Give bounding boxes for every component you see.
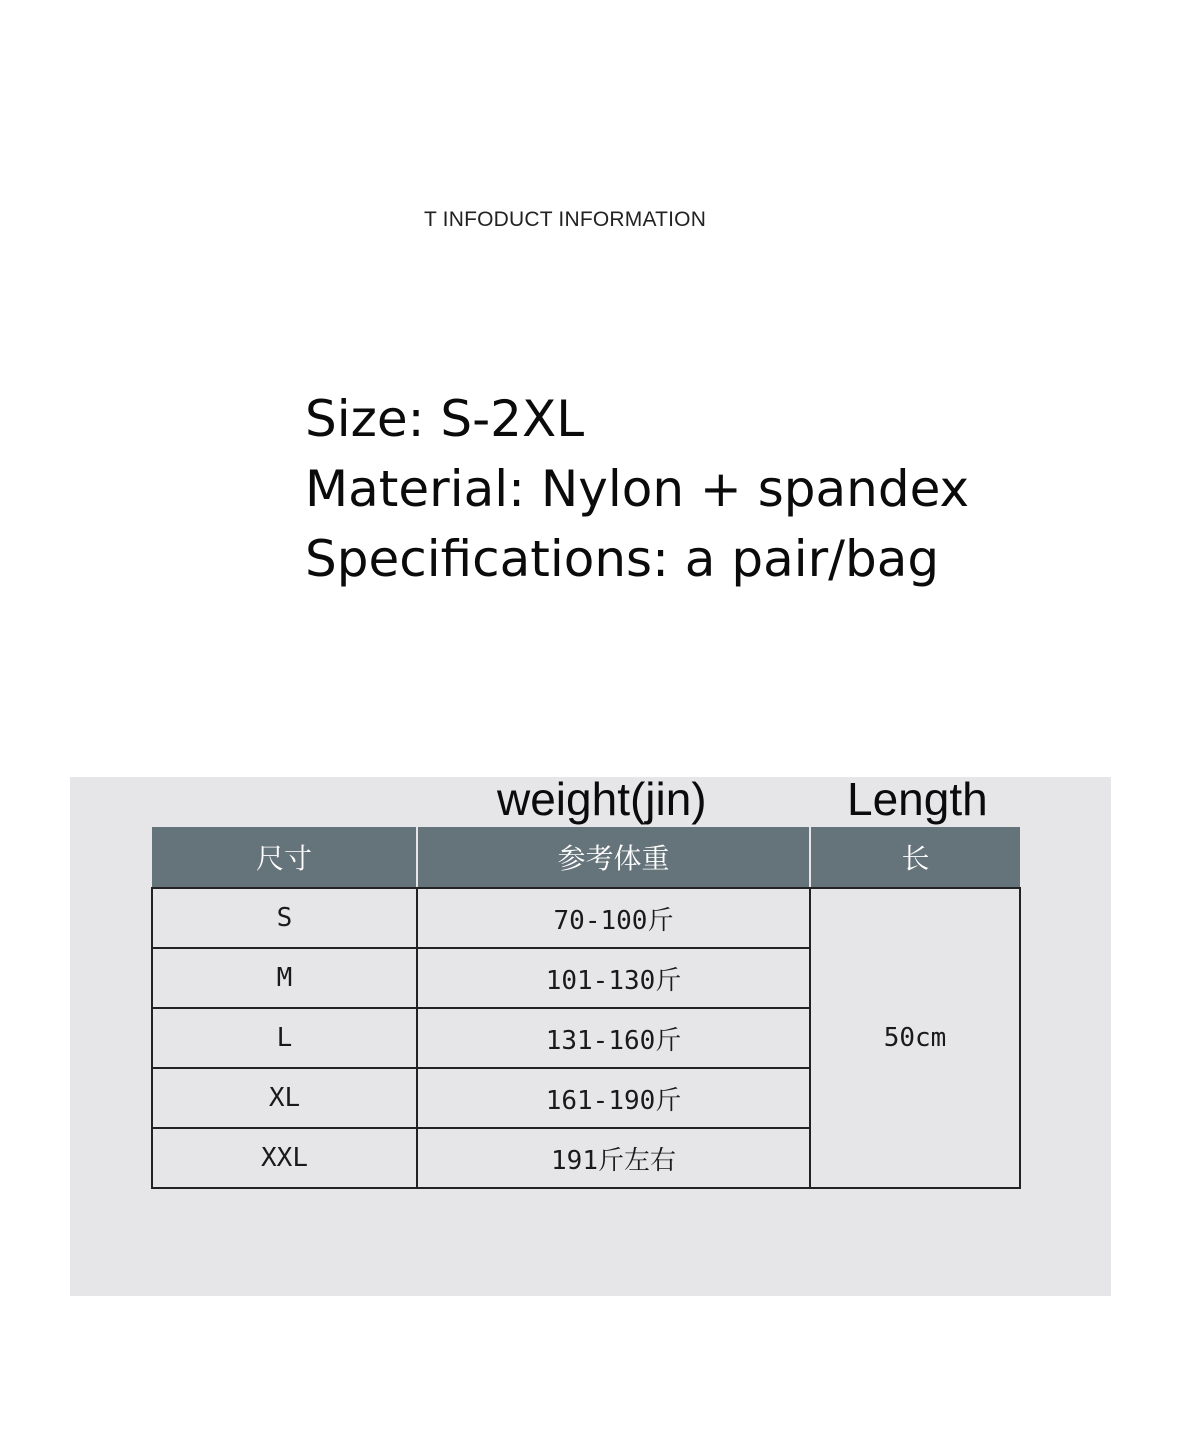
size-cell: S [152,888,417,948]
column-header-weight: 参考体重 [417,827,810,888]
material-line: Material: Nylon + spandex [305,460,970,518]
weight-caption: weight(jin) [497,773,707,825]
size-cell: XXL [152,1128,417,1188]
size-cell: M [152,948,417,1008]
weight-cell: 131-160斤 [417,1008,810,1068]
size-line: Size: S-2XL [305,390,585,448]
column-header-size: 尺寸 [152,827,417,888]
weight-cell: 101-130斤 [417,948,810,1008]
size-table [151,827,1021,1189]
size-cell: L [152,1008,417,1068]
table-row [152,888,1020,948]
length-cell: 50cm [810,888,1020,1188]
specifications-line: Specifications: a pair/bag [305,530,940,588]
column-header-length: 长 [810,827,1020,888]
weight-cell: 191斤左右 [417,1128,810,1188]
table-header-row [152,827,1020,888]
length-caption: Length [847,773,988,825]
weight-cell: 161-190斤 [417,1068,810,1128]
weight-cell: 70-100斤 [417,888,810,948]
size-cell: XL [152,1068,417,1128]
section-title: T INFODUCT INFORMATION [424,208,707,231]
product-specs [305,384,969,594]
